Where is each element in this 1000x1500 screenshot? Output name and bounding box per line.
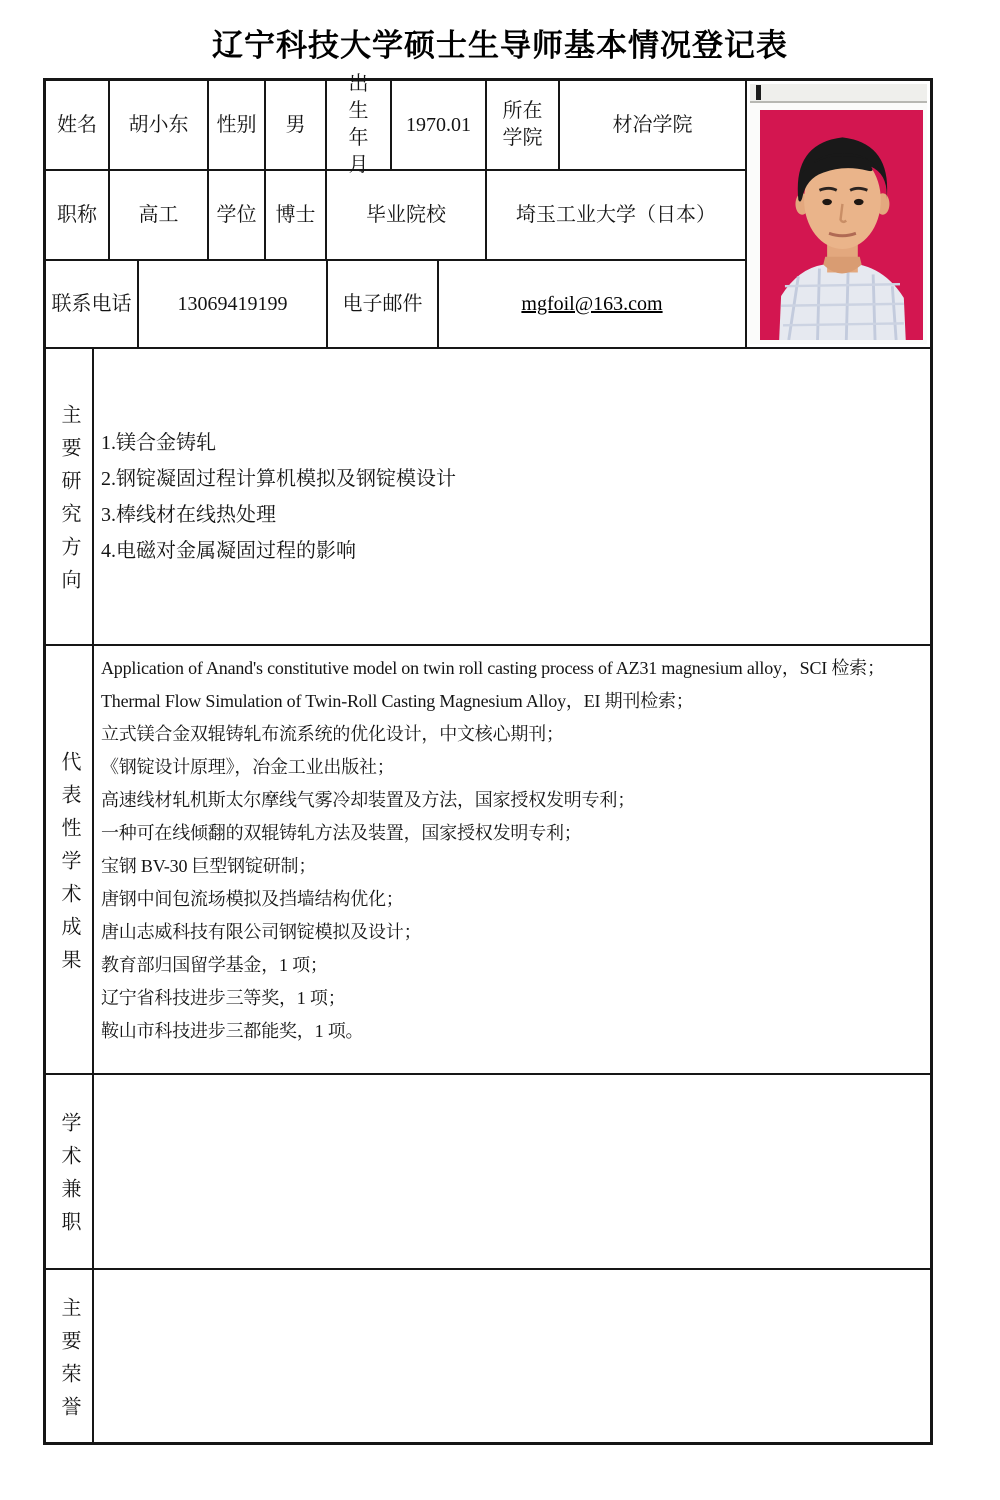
- email-label: 电子邮件: [328, 261, 439, 347]
- academic-parttime-content: [94, 1075, 930, 1268]
- achievements-content: [94, 646, 930, 1073]
- college-label: 所在学院: [487, 81, 560, 169]
- photo-scan-mark: [756, 85, 761, 100]
- degree-value: 博士: [266, 171, 327, 259]
- research-directions-label-cell: [46, 349, 94, 644]
- college-value: 材冶学院: [560, 81, 747, 169]
- birth-label: 出生年月: [327, 81, 392, 169]
- job-title-value: 高工: [110, 171, 209, 259]
- list-item: 高速线材轧机斯太尔摩线气雾冷却装置及方法，国家授权发明专利；: [101, 790, 635, 810]
- honors-content: [94, 1270, 930, 1442]
- list-item: 一种可在线倾翻的双辊铸轧方法及装置，国家授权发明专利；: [101, 823, 582, 843]
- list-item: 唐山志威科技有限公司钢锭模拟及设计；: [101, 922, 422, 942]
- list-item: 唐钢中间包流场模拟及挡墙结构优化；: [101, 889, 404, 909]
- email-link[interactable]: mgfoil@163.com: [521, 292, 663, 315]
- page-title: 辽宁科技大学硕士生导师基本情况登记表: [212, 28, 788, 63]
- research-directions-label: 主要研究方向: [58, 404, 80, 602]
- list-item: 辽宁省科技进步三等奖，1 项；: [101, 988, 346, 1008]
- gender-label: 性别: [209, 81, 266, 169]
- school-value: 埼玉工业大学（日本）: [487, 171, 747, 259]
- achievements-label: 代表性学术成果: [58, 750, 80, 982]
- achievements-label-cell: [46, 646, 94, 1073]
- name-value: 胡小东: [110, 81, 209, 169]
- list-item: 宝钢 BV-30 巨型钢锭研制；: [101, 856, 317, 876]
- gender-value: 男: [266, 81, 327, 169]
- school-label: 毕业院校: [327, 171, 487, 259]
- list-item: 2.钢锭凝固过程计算机模拟及钢锭模设计: [101, 467, 456, 490]
- job-title-label: 职称: [46, 171, 110, 259]
- research-directions-section: [46, 349, 930, 646]
- honors-label-cell: [46, 1270, 94, 1442]
- list-item: 教育部归国留学基金，1 项；: [101, 955, 328, 975]
- degree-label: 学位: [209, 171, 266, 259]
- email-cell: [439, 261, 747, 347]
- list-item: 《钢锭设计原理》，冶金工业出版社；: [101, 757, 395, 777]
- academic-parttime-label: 学术兼职: [58, 1112, 80, 1244]
- list-item: 3.棒线材在线热处理: [101, 503, 276, 526]
- research-directions-content: [94, 349, 930, 644]
- portrait-photo: [750, 84, 927, 344]
- name-label: 姓名: [46, 81, 110, 169]
- basic-info-section: [46, 73, 930, 349]
- photo-cell: [747, 81, 930, 347]
- table-row: [46, 171, 747, 261]
- table-row: [46, 73, 747, 176]
- registration-table: [43, 73, 933, 1445]
- academic-parttime-label-cell: [46, 1075, 94, 1268]
- photo-scan-strip: [750, 84, 927, 103]
- portrait-illustration: [760, 110, 923, 340]
- list-item: 立式镁合金双辊铸轧布流系统的优化设计，中文核心期刊；: [101, 724, 564, 744]
- list-item: Application of Anand's constitutive model on twin roll casting process of AZ31 magnesium alloy，SCI 检索；: [101, 658, 885, 678]
- list-item: 鞍山市科技进步三都能奖，1 项。: [101, 1021, 364, 1041]
- phone-label: 联系电话: [46, 261, 139, 347]
- list-item: 4.电磁对金属凝固过程的影响: [101, 539, 356, 562]
- honors-label: 主要荣誉: [58, 1296, 80, 1429]
- academic-parttime-section: [46, 1075, 930, 1270]
- list-item: 1.镁合金铸轧: [101, 431, 216, 454]
- achievements-section: [46, 646, 930, 1075]
- portrait-photo-image: [760, 110, 923, 340]
- basic-info-grid: [46, 73, 747, 347]
- list-item: Thermal Flow Simulation of Twin-Roll Casting Magnesium Alloy，EI 期刊检索；: [101, 691, 694, 711]
- table-row: [46, 261, 747, 347]
- phone-value: 13069419199: [139, 261, 328, 347]
- honors-section: [46, 1270, 930, 1442]
- birth-value: 1970.01: [392, 81, 487, 169]
